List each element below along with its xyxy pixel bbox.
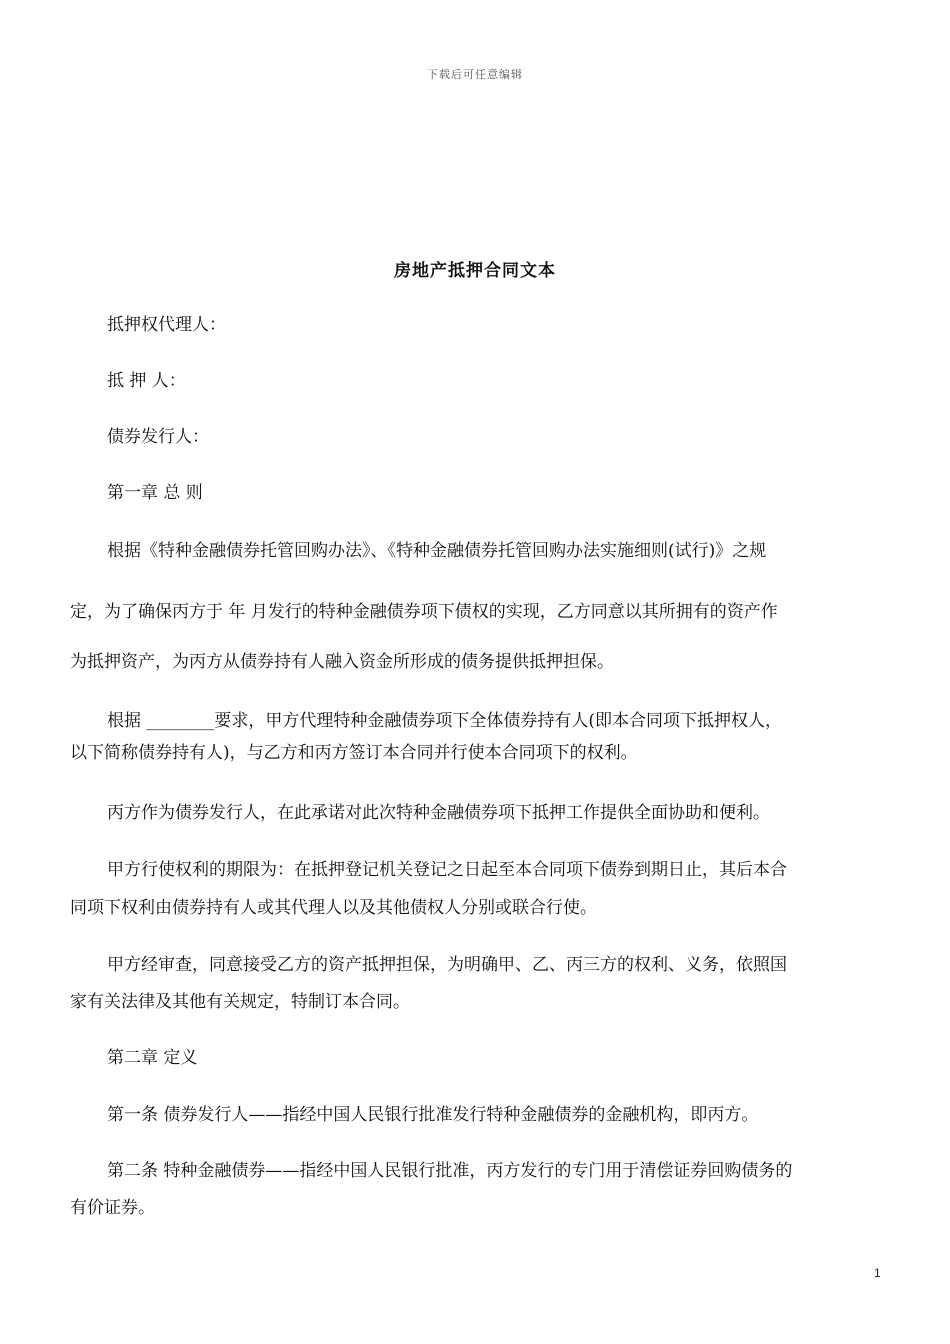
chapter-heading: 第一章 总 则 <box>107 483 203 503</box>
paragraph-line: 丙方作为债券发行人，在此承诺对此次特种金融债券项下抵押工作提供全面协助和便利。 <box>107 803 770 823</box>
paragraph-line: 为抵押资产，为丙方从债券持有人融入资金所形成的债务提供抵押担保。 <box>70 652 614 672</box>
paragraph-line: 以下简称债券持有人)，与乙方和丙方签订本合同并行使本合同项下的权利。 <box>70 743 638 763</box>
paragraph-line: 定，为了确保丙方于 年 月发行的特种金融债券项下债权的实现，乙方同意以其所拥有的资产作 <box>70 602 778 622</box>
document-title: 房地产抵押合同文本 <box>394 261 556 281</box>
chapter-heading: 第二章 定义 <box>107 1048 198 1068</box>
party-mortgagor: 抵 押 人： <box>107 371 186 391</box>
paragraph-line: 家有关法律及其他有关规定，特制订本合同。 <box>70 992 410 1012</box>
paragraph-line: 根据 ________要求，甲方代理特种金融债券项下全体债券持有人(即本合同项下抵押权人， <box>107 711 783 731</box>
paragraph-line: 根据《特种金融债券托管回购办法》、《特种金融债券托管回购办法实施细则(试行)》之规 <box>107 541 767 561</box>
article-line: 有价证券。 <box>70 1198 155 1218</box>
party-mortgagee-agent: 抵押权代理人： <box>107 315 226 335</box>
paragraph-line: 甲方行使权利的期限为：在抵押登记机关登记之日起至本合同项下债券到期日止，其后本合 <box>107 860 787 880</box>
header-note: 下载后可任意编辑 <box>427 68 523 81</box>
party-bond-issuer: 债券发行人： <box>107 427 209 447</box>
article-line: 第二条 特种金融债券——指经中国人民银行批准，丙方发行的专门用于清偿证券回购债务的 <box>107 1161 793 1181</box>
article-line: 第一条 债券发行人——指经中国人民银行批准发行特种金融债券的金融机构，即丙方。 <box>107 1105 759 1125</box>
paragraph-line: 同项下权利由债券持有人或其代理人以及其他债权人分别或联合行使。 <box>70 898 597 918</box>
paragraph-line: 甲方经审查，同意接受乙方的资产抵押担保，为明确甲、乙、丙三方的权利、义务，依照国 <box>107 955 787 975</box>
page-number: 1 <box>874 1266 881 1280</box>
